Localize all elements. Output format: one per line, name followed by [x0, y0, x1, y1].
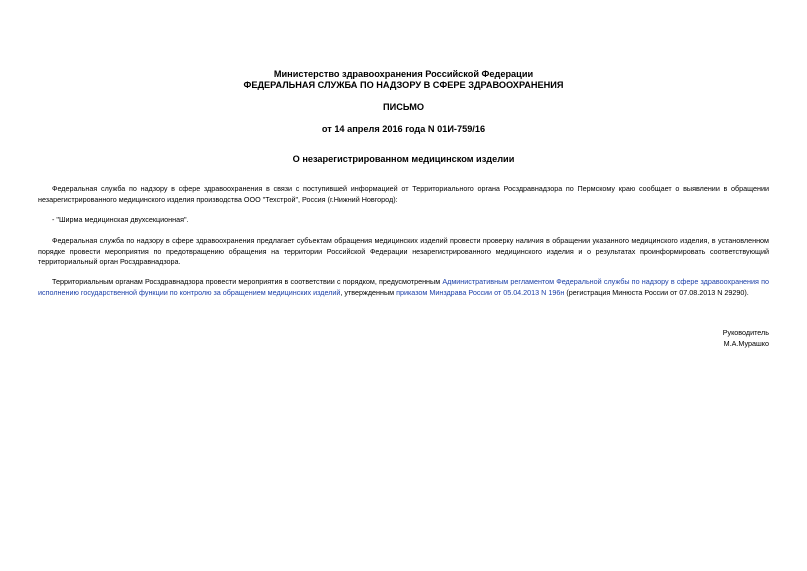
paragraph-2-text: - "Ширма медицинская двухсекционная". — [52, 215, 189, 224]
paragraph-4-mid: , утвержденным — [340, 287, 397, 297]
signature-title: Руководитель — [722, 328, 769, 337]
ministry-title: Министерство здравоохранения Российской Федерации — [273, 69, 534, 79]
paragraph-1 — [38, 184, 769, 205]
paragraph-4-end: (регистрация Минюста России от 07.08.2013 N 29290). — [564, 287, 749, 297]
paragraph-2 — [38, 215, 769, 226]
paragraph-3-text: Федеральная служба по надзору в сфере здравоохранения предлагает субъектам обращения медицинских изделий провести проверку наличия в обращении указанного медицинского изделия, в установленном порядке провести мероприятия по предотвращению обращения на территории Российской Федерации незарегистрированного медицинского изделия и о результатах проинформировать соответствующий территориальный орган Росздравнадзора. — [38, 236, 769, 266]
paragraph-4-start: Территориальным органам Росздравнадзора провести мероприятия в соответствии с порядком, предусмотренным — [52, 277, 443, 286]
document-date-number: от 14 апреля 2016 года N 01И-759/16 — [321, 124, 486, 134]
order-link[interactable]: приказом Минздрава России от 05.04.2013 N 196н — [396, 287, 565, 297]
paragraph-1-text: Федеральная служба по надзору в сфере здравоохранения в связи с поступившей информацией от Территориального органа Росздравнадзора по Пермскому краю сообщает о выявлении в обращении незарегистрированного медицинского изделия производства ООО "Техстрой", Россия (г.Нижний Новгород): — [38, 184, 769, 204]
regulation-link[interactable]: Административным регламентом Федеральной службы по надзору в сфере здравоохранения по исполнению государственной функции по контролю за обращением медицинских изделий — [38, 277, 769, 297]
paragraph-3 — [38, 236, 769, 268]
signature-name: М.А.Мурашко — [723, 339, 769, 348]
document-type: ПИСЬМО — [382, 102, 425, 112]
service-title: ФЕДЕРАЛЬНАЯ СЛУЖБА ПО НАДЗОРУ В СФЕРЕ ЗДРАВООХРАНЕНИЯ — [243, 80, 564, 90]
paragraph-4 — [38, 277, 769, 298]
document-subject: О незарегистрированном медицинском изделии — [292, 154, 515, 164]
